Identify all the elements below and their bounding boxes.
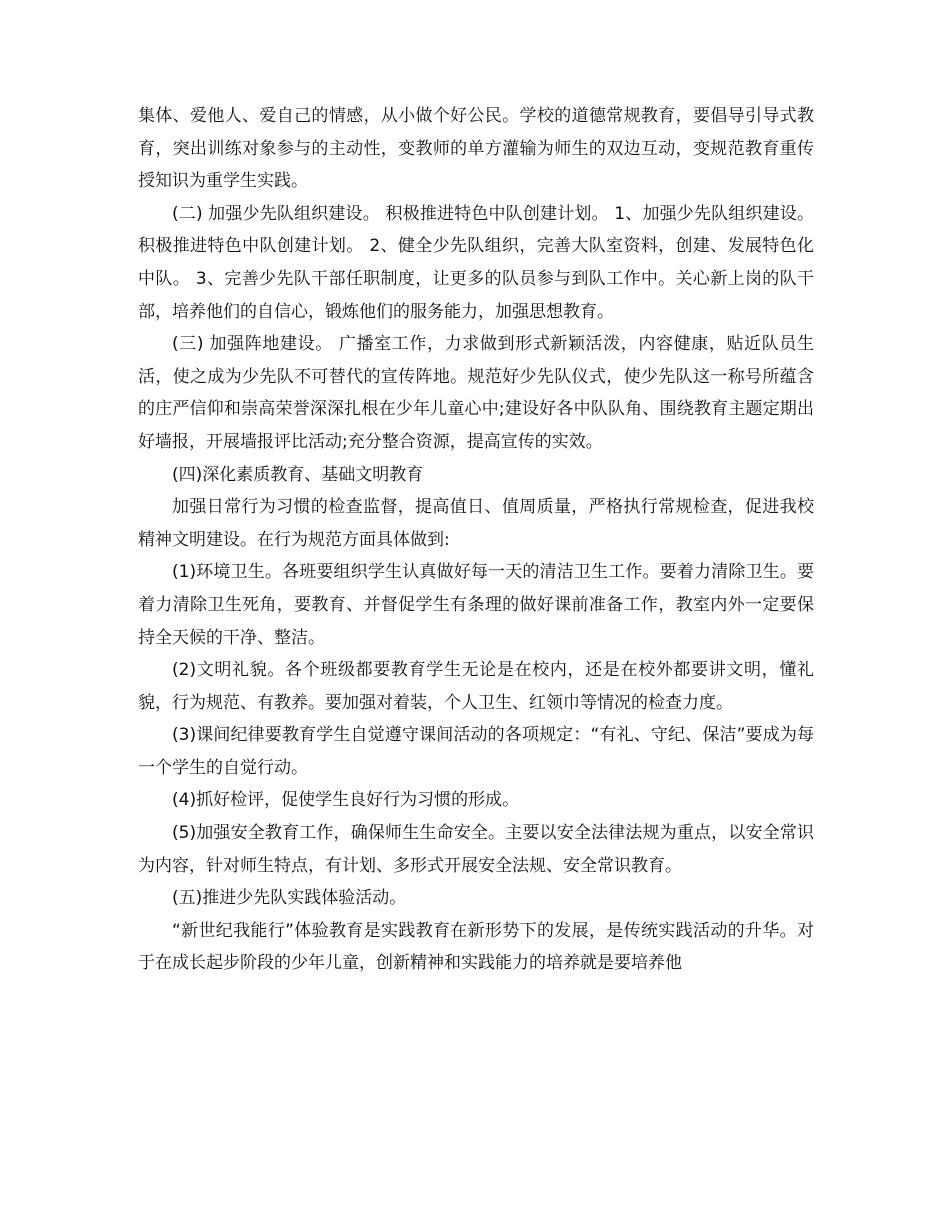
paragraph-11: (五)推进少先队实践体验活动。: [172, 888, 407, 909]
paragraph-8: (3)课间纪律要教育学生自觉遵守课间活动的各项规定：“有礼、守纪、保洁”要成为每一个学生的自觉行动。: [138, 725, 814, 778]
document-body: [138, 100, 814, 980]
paragraph-9: (4)抓好检评，促使学生良好行为习惯的形成。: [172, 790, 520, 811]
paragraph-7: (2)文明礼貌。各个班级都要教育学生无论是在校内，还是在校外都要讲文明，懂礼貌，行为规范、有教养。要加强对着装，个人卫生、红领巾等情况的检查力度。: [138, 660, 814, 713]
paragraph-5: 加强日常行为习惯的检查监督，提高值日、值周质量，严格执行常规检查，促进我校精神文明建设。在行为规范方面具体做到:: [138, 497, 814, 550]
paragraph-4: (四)深化素质教育、基础文明教育: [172, 464, 424, 485]
paragraph-2: (二) 加强少先队组织建设。 积极推进特色中队创建计划。 1、加强少先队组织建设。 积极推进特色中队创建计划。 2、健全少先队组织，完善大队室资料，创建、发展特色化中队。 3、完善少先队干部任职制度，让更多的队员参与到队工作中。关心新上岗的队干部，培养他们的自信心，锻炼他们的服务能力，加强思想教育。: [138, 203, 814, 322]
paragraph-10: (5)加强安全教育工作，确保师生生命安全。主要以安全法律法规为重点，以安全常识为内容，针对师生特点，有计划、多形式开展安全法规、安全常识教育。: [138, 823, 814, 876]
paragraph-3: (三) 加强阵地建设。 广播室工作，力求做到形式新颖活泼，内容健康，贴近队员生活，使之成为少先队不可替代的宣传阵地。规范好少先队仪式，使少先队这一称号所蕴含的庄严信仰和崇高荣誉深深扎根在少年儿童心中;建设好各中队队角、围绕教育主题定期出好墙报，开展墙报评比活动;充分整合资源，提高宣传的实效。: [138, 334, 814, 452]
paragraph-1: 集体、爱他人、爱自己的情感，从小做个好公民。学校的道德常规教育，要倡导引导式教育，突出训练对象参与的主动性，变教师的单方灌输为师生的双边互动，变规范教育重传授知识为重学生实践。: [138, 106, 814, 192]
paragraph-6: (1)环境卫生。各班要组织学生认真做好每一天的清洁卫生工作。要着力清除卫生。要着力清除卫生死角，要教育、并督促学生有条理的做好课前准备工作，教室内外一定要保持全天候的干净、整洁。: [138, 562, 814, 648]
paragraph-12: “新世纪我能行”体验教育是实践教育在新形势下的发展，是传统实践活动的升华。对于在成长起步阶段的少年儿童，创新精神和实践能力的培养就是要培养他: [138, 920, 814, 974]
